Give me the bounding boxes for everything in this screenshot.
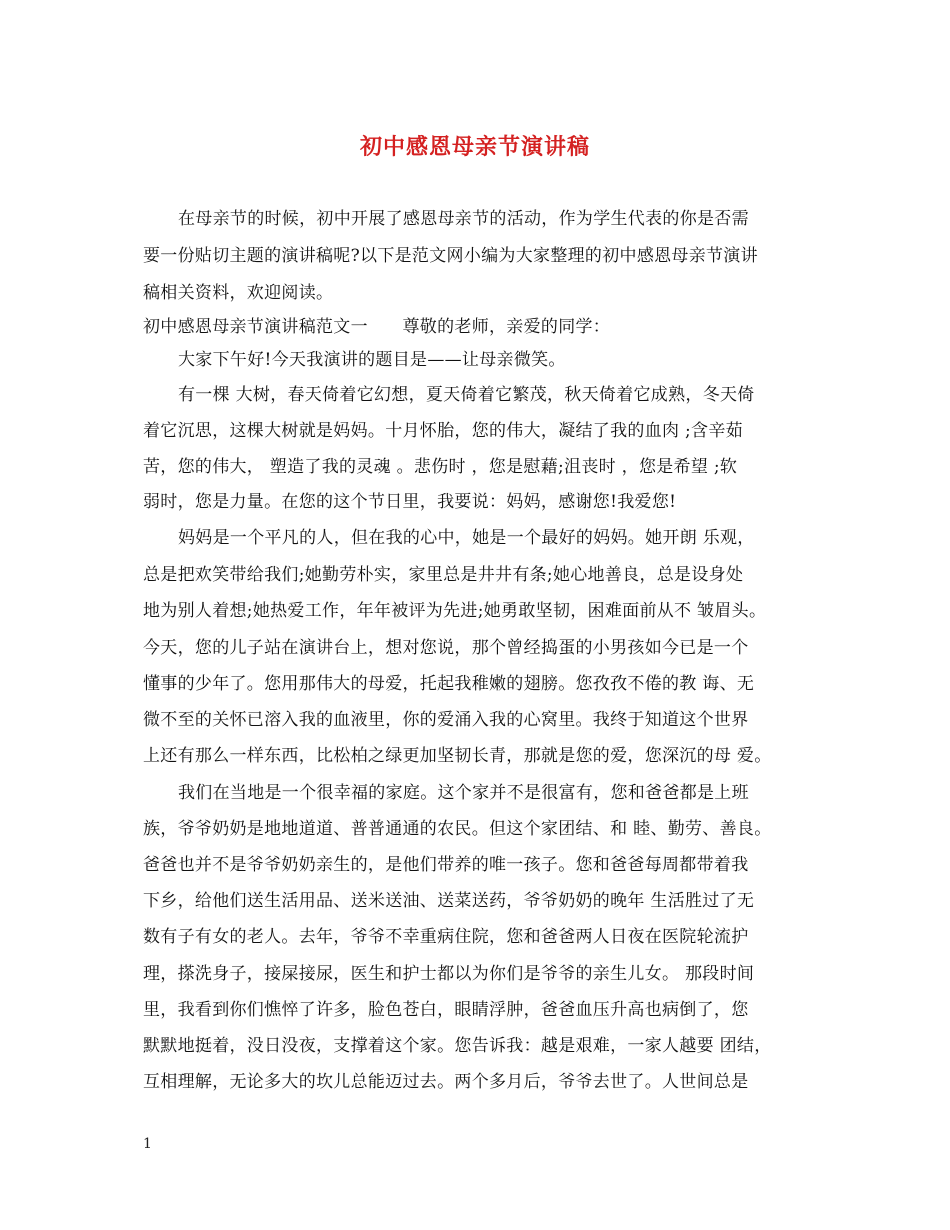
paragraph-line: 懂事的少年了。您用那伟大的母爱，托起我稚嫩的翅膀。您孜孜不倦的教 诲、无 [143, 674, 755, 694]
paragraph-line: 大家下午好!今天我演讲的题目是——让母亲微笑。 [178, 350, 566, 370]
paragraph-line: 我们在当地是一个很幸福的家庭。这个家并不是很富有，您和爸爸都是上班 [178, 783, 749, 803]
paragraph-line: 数有子有女的老人。去年，爷爷不幸重病住院，您和爸爸两人日夜在医院轮流护 [143, 927, 749, 947]
paragraph-line: 要一份贴切主题的演讲稿呢?以下是范文网小编为大家整理的初中感恩母亲节演讲 [143, 246, 758, 266]
page-number: 1 [143, 1136, 152, 1152]
paragraph-line: 默默地挺着，没日没夜，支撑着这个家。您告诉我：越是艰难，一家人越要 团结， [143, 1036, 772, 1056]
paragraph-line: 着它沉思，这棵大树就是妈妈。十月怀胎，您的伟大，凝结了我的血肉 ;含辛茹 [143, 421, 743, 441]
paragraph-line: 族，爷爷奶奶是地地道道、普普通通的农民。但这个家团结、和 睦、勤劳、善良。 [143, 819, 772, 839]
paragraph-line: 里，我看到你们憔悴了许多，脸色苍白，眼睛浮肿，爸爸血压升高也病倒了，您 [143, 1000, 749, 1020]
paragraph-line: 下乡，给他们送生活用品、送米送油、送菜送药，爷爷奶奶的晚年 生活胜过了无 [143, 891, 755, 911]
paragraph-line: 微不至的关怀已溶入我的血液里，你的爱涌入我的心窝里。我终于知道这个世界 [143, 710, 749, 730]
paragraph-line: 妈妈是一个平凡的人，但在我的心中，她是一个最好的妈妈。她开朗 乐观， [178, 528, 755, 548]
paragraph-line: 理，搽洗身子，接屎接尿，医生和护士都以为你们是爷爷的亲生儿女。 那段时间 [143, 964, 755, 984]
paragraph-line: 稿相关资料，欢迎阅读。 [143, 283, 334, 303]
paragraph-line: 初中感恩母亲节演讲稿范文一 尊敬的老师，亲爱的同学： [143, 317, 611, 337]
paragraph-line: 在母亲节的时候，初中开展了感恩母亲节的活动，作为学生代表的你是否需 [178, 209, 749, 229]
paragraph-line: 爸爸也并不是爷爷奶奶亲生的，是他们带养的唯一孩子。您和爸爸每周都带着我 [143, 855, 749, 875]
paragraph-line: 有一棵 大树，春天倚着它幻想，夏天倚着它繁茂，秋天倚着它成熟，冬天倚 [178, 385, 755, 405]
paragraph-line: 地为别人着想;她热爱工作，年年被评为先进;她勇敢坚韧，困难面前从不 皱眉头。 [143, 601, 767, 621]
paragraph-line: 互相理解，无论多大的坎儿总能迈过去。两个多月后，爷爷去世了。人世间总是 [143, 1072, 749, 1092]
paragraph-line: 总是把欢笑带给我们;她勤劳朴实，家里总是井井有条;她心地善良，总是设身处 [143, 565, 744, 585]
paragraph-line: 今天，您的儿子站在演讲台上，想对您说，那个曾经捣蛋的小男孩如今已是一个 [143, 638, 749, 658]
document-title: 初中感恩母亲节演讲稿 [359, 134, 590, 160]
paragraph-line: 苦，您的伟大， 塑造了我的灵魂 。悲伤时 ，您是慰藉;沮丧时 ，您是希望 ;软 [143, 457, 738, 477]
paragraph-line: 上还有那么一样东西，比松柏之绿更加坚韧长青，那就是您的爱，您深沉的母 爱。 [143, 746, 772, 766]
paragraph-line: 弱时，您是力量。在您的这个节日里，我要说：妈妈，感谢您!我爱您! [143, 492, 677, 512]
